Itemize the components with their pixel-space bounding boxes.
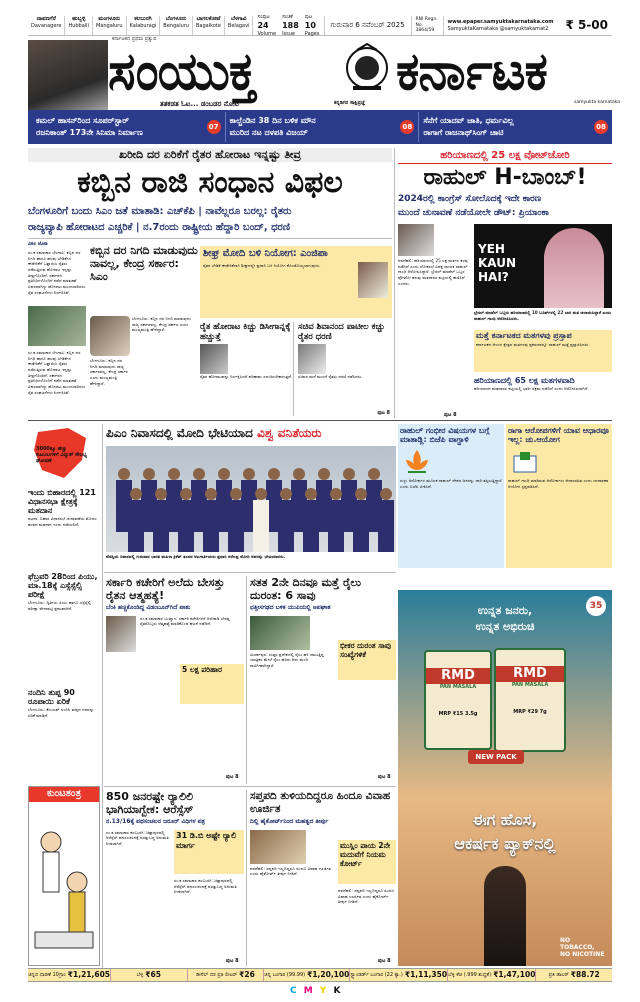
social-handles: SamyuktaKarnataka @samyuktakarnat2 — [447, 25, 549, 32]
story-farmer-jump: ಪುಟ 8 — [226, 774, 239, 780]
lead-sub1-body-2: ಬೆಂಗಳೂರು: ಕಬ್ಬಿನ ದರ ನಿಗದಿ ಮಾಡುವುದು ರಾಜ್ಯ ಸರ್ಕಾರವಲ್ಲ, ಕೇಂದ್ರ ಸರ್ಕಾರ ಎಂದು ಮುಖ್ಯಮಂತ್ರಿ ಹೇಳಿದ್ದಾರೆ. — [90, 358, 128, 386]
left-story-1-title: ಇಂದು ಬಿಹಾರದಲ್ಲಿ 121 ವಿಧಾನಸಭಾ ಕ್ಷೇತ್ರಕ್ಕೆ ಮತದಾನ — [28, 488, 96, 515]
story-rally-body: ಸಂ.ಕ.ಸಮಾಚಾರ ಕಲಬುರಗಿ: ಚಿತ್ತಾಪುರದಲ್ಲಿ ಆರೆಸ್ಸೆಸ್ ಪಥಸಂಚಲನಕ್ಕೆ ಷರತ್ತುಬದ್ಧ ಅನುಮತಿ ನೀಡಲಾಗಿದೆ. — [106, 829, 169, 846]
rahul-sub1 — [474, 330, 612, 372]
lead-deck-2: ರಾಜ್ಯವ್ಯಾಪಿ ಹೋರಾಟದ ಎಚ್ಚರಿಕೆ | ನ.7ರಂದು ರಾಷ್ಟ್ರೀಯ ಹೆದ್ದಾರಿ ಬಂದ್, ಧರಣಿ — [28, 222, 290, 233]
emblem-icon — [338, 42, 396, 98]
edition-cities — [28, 16, 253, 35]
cmyk-marks: C M Y K — [290, 986, 343, 996]
website-link[interactable]: www.epaper.samyuktakarnataka.com — [447, 19, 554, 26]
lead-sub1-body: ಬೆಂಗಳೂರು: ಕಬ್ಬಿನ ದರ ನಿಗದಿ ಮಾಡುವುದು ರಾಜ್ಯ ಸರ್ಕಾರವಲ್ಲ, ಕೇಂದ್ರ ಸರ್ಕಾರ ಎಂದು ಮುಖ್ಯಮಂತ್ರಿ ಹೇಳಿದ್ದಾರೆ. — [132, 316, 192, 333]
edition-city-en: Hubballi — [68, 22, 89, 29]
market-rate-label: ಚಿನ್ನದ ಧಾರಣೆ 10ಗ್ರಾಂ — [28, 971, 66, 978]
edition-city-kn: ದಾವಣಗೆರೆ — [36, 16, 56, 22]
top-info-bar — [28, 16, 612, 36]
market-rate-value: ₹1,21,605 — [67, 970, 111, 980]
bjp-lotus-icon — [402, 446, 432, 476]
masthead-title-left: ಸಂಯುಕ್ತ — [108, 42, 256, 102]
cartoon-box — [28, 786, 100, 966]
edition-city-kn: ಬಾಗಲಕೋಟೆ — [196, 16, 221, 22]
teaser-line-2: ಮುರಿದ ನಟ ದಳಪತಿ ವಿಜಯ್ — [229, 128, 308, 137]
story-marriage-sub-title: ಮುಸ್ಲಿಂ ಪಾಯ 2ನೇ ಮದುವೆಗೆ ನಿಯಮ ಕೋರ್ಟ್ — [340, 841, 391, 868]
ad-line-2: ಉನ್ನತ ಅಭಿರುಚಿ — [475, 620, 535, 633]
lead-deck-1: ಬೆಂಗಳೂರಿಗೆ ಬಂದು ಸಿಎಂ ಜತೆ ಮಾತಾಡಿ: ಎಚ್‌ಕೆಪಿ | ನಾವೆಲ್ಲರೂ ಬರಲ್ಲ: ರೈತರು — [28, 206, 292, 217]
lead-byline — [28, 242, 88, 248]
bihar-map-text: 3000ಕ್ಕೂ ಹೆಚ್ಚು ಕುಟುಂಬಗಳಿಗೆ ವಿದ್ಯುತ್ ಸೌಲಭ್ಯ ಘೋಷಣೆ — [36, 446, 87, 464]
rahul-sub4-title: ರಾಗಾ ಆರೋಪಗಳಿಗೆ ಯಾವ ಆಧಾರವೂ ಇಲ್ಲ: ಚು.ಆಯೋಗ — [508, 426, 609, 444]
lead-headline: ಕಬ್ಬಿನ ರಾಜಿ ಸಂಧಾನ ವಿಫಲ — [77, 165, 343, 200]
edition-city-en: Davanagere — [31, 22, 62, 29]
edition-city — [127, 16, 161, 35]
lead-sub2-title: ಶೀಘ್ರ ಮೋದಿ ಬಳಿ ನಿಯೋಗ: ಎಂಜಿಪಾ — [203, 248, 328, 259]
rahul-body: ನವದೆಹಲಿ: ಹರಿಯಾಣದಲ್ಲಿ 25 ಲಕ್ಷ ಮತಗಳ ಕಳವು ನಡೆದಿದೆ ಎಂದು ಲೋಕಸಭೆ ವಿಪಕ್ಷ ನಾಯಕ ರಾಹುಲ್ ಗಾಂಧಿ ಆರೋಪಿಸಿದ್ದಾರೆ. ಬ್ರೆಜಿಲ್ ಮಾಡೆಲ್ ಒಬ್ಬರ ಫೋಟೋ ಹಲವು ಮತದಾರರ ಪಟ್ಟಿಯಲ್ಲಿ ಕಾಣಿಸಿದೆ ಎಂದರು. — [398, 258, 469, 286]
rmd-mrp-small: MRP ₹15 3.5g — [438, 710, 478, 717]
rmd-pack-small — [424, 650, 492, 750]
rahul-sub2-title: ಹರಿಯಾಣದಲ್ಲಿ 65 ಲಕ್ಷ ಮತಗಳವಾದಿ — [474, 376, 575, 385]
market-rates-bar — [28, 968, 612, 982]
rmd-pack-large — [494, 648, 566, 752]
market-rate-item — [28, 969, 110, 981]
team-photo-icon — [106, 446, 396, 552]
left-story-2 — [28, 572, 100, 658]
teaser-page-badge: 08 — [594, 120, 608, 134]
issue-date: ಗುರುವಾರ 6 ನವೆಂಬರ್ 2025 — [325, 16, 412, 35]
lead-sub4-photo — [298, 344, 326, 374]
lead-body-2: ಸಂ.ಕ.ಸಮಾಚಾರ ಬೆಳಗಾವಿ: ಕಬ್ಬಿನ ದರ ನಿಗದಿ ಹಾಗೂ ಹಲವು ಬೇಡಿಕೆಗಳ ಈಡೇರಿಕೆಗೆ ಒತ್ತಾಯಿಸಿ ರೈತರು ನಡೆಸುತ್ತಿರುವ ಹೋರಾಟ ಇನ್ನಷ್ಟು ತೀವ್ರಗೊಂಡಿದೆ. ಸರ್ಕಾರದ ಪ್ರತಿನಿಧಿಗಳೊಂದಿಗೆ ನಡೆದ ಮಾತುಕತೆ ವಿಫಲವಾಗಿದ್ದು ಹೋರಾಟ ಮುಂದುವರಿಸಲು ರೈತ ಸಂಘಟನೆಗಳು ನಿರ್ಧರಿಸಿವೆ. — [28, 350, 86, 395]
lead-byline-name: ವಿಠಲ ಜೋಶಿ — [28, 242, 48, 247]
rmd-sub-small: PAN MASALA — [439, 684, 477, 691]
left-story-1 — [28, 488, 100, 566]
rahul-sub3 — [398, 424, 504, 568]
market-rate-label: ಬೆಳ್ಳಿ — [136, 971, 144, 978]
emblem-caption: ಕನ್ನಡಿಗರ ಸಾಕ್ಷಿಪ್ರಜ್ಞೆ — [334, 100, 366, 106]
teaser-line-2: ರಜನಿಕಾಂತ್ 173ನೇ ಸಿನಿಮಾ ನಿರ್ಮಾಣ — [36, 128, 143, 137]
modi-team-photo — [106, 446, 396, 552]
story-rally-sub-title: 31 ಡಿ.ಬಿ ಅಷ್ಟೇ ರ‍್ಯಾಲಿ ಮಾರ್ಗ — [176, 831, 237, 850]
market-rate-label: ಸ್ಟ್ಯಾಂಡರ್ಡ್ ಬಂಗಾರ (22 ಕ್ಯಾ.) — [350, 971, 403, 978]
lead-sub3 — [200, 322, 294, 416]
modi-headline-red: ವಿಶ್ವ ವನಿತೆಯರು — [257, 426, 322, 440]
edition-city-kn: ಬೆಳಗಾವಿ — [230, 16, 247, 22]
edition-city-kn: ಕಲಬುರಗಿ — [134, 16, 152, 22]
ad-person-silhouette — [484, 866, 526, 966]
market-rate-value: ₹65 — [145, 970, 161, 980]
issue-meta: ಸಂಪುಟ 24 Volume ಸಂಚಿಕೆ 188 Issue ಪುಟ 10 Pages — [253, 16, 324, 35]
story-rally-sub — [174, 830, 244, 874]
market-rate-item — [110, 969, 187, 981]
edition-city-en: Belagavi — [227, 22, 250, 29]
story-farmer-sub — [180, 664, 244, 704]
cm-photo — [90, 316, 130, 356]
rahul-headline: ರಾಹುಲ್ H-ಬಾಂಬ್! — [423, 165, 587, 190]
teaser-page-badge: 08 — [400, 120, 414, 134]
rahul-photo-text: YEH KAUN HAI? — [478, 242, 517, 284]
ad-warning: NO TOBACCO, NO NICOTINE — [560, 937, 605, 958]
rahul-photo — [398, 224, 434, 256]
lead-sub3-photo — [200, 344, 228, 374]
edition-city — [65, 16, 93, 35]
teaser-line-2: ರಾಗಾಗೆ ರಾಜನಾಥ್‌ಸಿಂಗ್ ಚಾಟಿ — [423, 128, 504, 137]
ad-line-1: ಉನ್ನತ ಜನರು, — [477, 604, 533, 617]
masthead-photo — [28, 40, 108, 120]
market-rate-label: ಚಿನ್ನ ಬಂಗಾರ (99.99) — [264, 971, 306, 978]
story-rally-jump: ಪುಟ 8 — [226, 958, 239, 964]
story-marriage-photo — [250, 830, 306, 864]
market-rate-item — [447, 969, 535, 981]
edition-city — [93, 16, 127, 35]
teaser-line-1: ಕಮಲ್ ಹಾಸನ್‌ರಿಂದ ಸೂಪರ್‌ಸ್ಟಾರ್ — [36, 116, 129, 125]
market-rate-value: ₹1,20,100 — [307, 970, 350, 980]
story-rail-sub — [338, 640, 396, 680]
teaser-line-1: ಸೆನೆಗೆ ಯಾದವ್ ಜಾತಿ, ಧರ್ಮವಿಲ್ಲ — [423, 116, 514, 125]
lead-sub2-photo — [358, 262, 388, 298]
market-rate-value: ₹26 — [239, 970, 255, 980]
story-marriage-body: ನವದೆಹಲಿ: ಸಪ್ತಪದಿ ಇಲ್ಲದಿದ್ದರೂ ಹಿಂದೂ ವಿವಾಹ ಊರ್ಜಿತ ಎಂದು ಹೈಕೋರ್ಟ್ ತೀರ್ಪು ನೀಡಿದೆ. — [250, 865, 331, 877]
rahul-sub4-body: ರಾಹುಲ್ ಗಾಂಧಿ ಮಾಡಿರುವ ಆರೋಪಗಳು ಆಧಾರರಹಿತ ಎಂದು ಚುನಾವಣಾ ಆಯೋಗ ಸ್ಪಷ್ಟಪಡಿಸಿದೆ. — [508, 478, 609, 489]
masthead-subtitle: ತತಕಡತ ಓಟ... ಡಂಬಡರ ನೋಟ — [160, 100, 239, 108]
lead-jump: ಪುಟ 8 — [377, 409, 390, 416]
edition-city-en: Bengaluru — [163, 22, 189, 29]
edition-city-en: Kalaburagi — [129, 22, 157, 29]
edition-city — [193, 16, 225, 35]
story-farmer-sub-title: 5 ಲಕ್ಷ ಪರಿಹಾರ — [182, 665, 222, 674]
election-commission-icon — [510, 446, 540, 476]
teaser-bar — [28, 110, 612, 144]
story-rally-body-2: ಸಂ.ಕ.ಸಮಾಚಾರ ಕಲಬುರಗಿ: ಚಿತ್ತಾಪುರದಲ್ಲಿ ಆರೆಸ್ಸೆಸ್ ಪಥಸಂಚಲನಕ್ಕೆ ಷರತ್ತುಬದ್ಧ ಅನುಮತಿ ನೀಡಲಾಗಿದೆ. — [174, 878, 237, 895]
modi-caption: ನೆಡದ್ದಿಯ ನಿವಾಸದಲ್ಲಿ ಗುರುವಾರ ಭಾರತ ಮಹಿಳಾ ಕ್ರಿಕೆಟ್ ತಂಡದ ಆಟಗಾರ್ತಿಯರು ಪ್ರಧಾನಿ ನರೇಂದ್ರ ಮೋದಿ ಅವರನ್ನು ಭೇಟಿಯಾದರು. — [106, 554, 286, 559]
edition-city-kn: ಮಂಗಳೂರು — [98, 16, 121, 22]
market-rate-label: ಪ್ರತಿ ಡಾಲರ್ — [548, 971, 569, 978]
rmd-mrp-large: MRP ₹29 7g — [513, 708, 547, 715]
left-story-2-body: ಬೆಂಗಳೂರು: ದ್ವಿತೀಯ ಪಿಯು ಹಾಗೂ ಎಸ್ಸೆಸ್ಸೆಲ್ಸಿ ಪರೀಕ್ಷಾ ವೇಳಾಪಟ್ಟಿ ಪ್ರಕಟವಾಗಿದೆ. — [28, 600, 91, 611]
story-marriage-headline: ಸಪ್ತಪದಿ ತುಳಿಯದಿದ್ದರೂ ಹಿಂದೂ ವಿವಾಹ ಊರ್ಜಿತ — [250, 790, 391, 815]
edition-city — [225, 16, 254, 35]
story-rail-jump: ಪುಟ 8 — [378, 774, 391, 780]
market-rate-label: ಬೆಳ್ಳಿ ಕೆಜಿ (.999 ಶುದ್ಧತೆ) — [448, 971, 492, 978]
left-story-3-body: ಬೆಂಗಳೂರು: ಕೆಎಂಎಫ್ ನಂದಿನಿ ತುಪ್ಪದ ದರವನ್ನು ಏರಿಕೆ ಮಾಡಿದೆ. — [28, 707, 95, 718]
rahul-deck-2: ಮುಂದೆ ಚುನಾವಣೆ ನಡೆಯೋಲೇ ಡೌಟ್: ಪ್ರಿಯಾಂಕಾ — [398, 208, 549, 218]
left-story-3 — [28, 688, 100, 767]
rmd-brand-small: RMD — [426, 668, 490, 684]
rahul-sub3-title: ರಾಹುಲ್ ಗಂಭೀರ ವಿಷಯಗಳ ಬಗ್ಗೆ ಮಾತಾಡ್ಲಿ: ಬಿಜೆಪಿ ವಾಗ್ದಾಳಿ — [400, 426, 490, 444]
anniversary-badge: 35 — [586, 596, 606, 616]
market-rate-item — [535, 969, 612, 981]
masthead-small-tagline: ಕರ್ನಾಟಕದ ಪ್ರಥಮ ಪ್ರತ್ಯುಷ — [112, 36, 157, 42]
website-info — [444, 16, 562, 35]
left-story-3-title: ನಂದಿನಿ ತುಪ್ಪ 90 ರೂಪಾಯಿ ಏರಿಕೆ — [28, 688, 75, 706]
lead-sub2-box — [200, 246, 392, 318]
market-rate-label: ಡೀಸೆಲ್ ದರ ಪ್ರತಿ ಲೀಟರ್ — [195, 971, 238, 978]
rmd-sub-large: PAN MASALA — [511, 682, 549, 689]
story-farmer-deck: ಬೆಂಕಿ ಹಚ್ಚಿಕೊಂಡಿದ್ದ ವಿಡಂಬೂನ್‌ಗಿದೆ ಪಾತು — [106, 604, 191, 611]
rmd-brand-large: RMD — [496, 666, 564, 682]
story-rail-sub-title: ಭೀಕರ ದುರಂತ ಸಾವು ಸಂಖ್ಯೆಗಳಿಕೆ — [340, 641, 392, 659]
edition-city-en: Bagalkote — [195, 22, 221, 29]
teaser-page-badge: 07 — [207, 120, 221, 134]
lead-sub4-title: ಸಚಿವ ಶಿವಾನಂದ ಪಾಟೀಲ ಕಚ್ಚು ರೈತರ ಧರಣಿ — [298, 322, 385, 342]
market-rate-item — [349, 969, 447, 981]
rahul-sub2-body: ಹರಿಯಾಣದ ಮತದಾರರ ಪಟ್ಟಿಯಲ್ಲಿ ಭಾರೀ ಅಕ್ರಮ ನಡೆದಿದೆ ಎಂದು ಆರೋಪಿಸಲಾಗಿದೆ. — [474, 386, 589, 391]
market-rate-value: ₹1,11,350 — [404, 970, 448, 980]
story-rail-deck: ಛತ್ತೀಸಗಢದ ಬಳಿಕ ಯುಪಿಯಲ್ಲಿ ಅಪಘಾತ — [250, 604, 331, 611]
rahul-sub3-body: ಸುಳ್ಳು ಆರೋಪಗಳ ಮೂಲಕ ರಾಹುಲ್ ದೇಶದ ಜನರನ್ನು ದಾರಿ ತಪ್ಪಿಸುತ್ತಿದ್ದಾರೆ ಎಂದು ಬಿಜೆಪಿ ಟೀಕಿಸಿದೆ. — [400, 478, 502, 489]
rmd-advertisement[interactable] — [398, 590, 612, 966]
new-pack-badge: NEW PACK — [468, 750, 524, 764]
modi-headline-black: ಪಿಎಂ ನಿವಾಸದಲ್ಲಿ ಮೋದಿ ಭೇಟಿಯಾದ — [106, 426, 258, 440]
story-rail-headline: ಸತತ 2ನೇ ದಿನವೂ ಮತ್ತೆ ರೈಲು ದುರಂತ: 6 ಸಾವು — [250, 576, 361, 602]
lead-sub1-title: ಕಬ್ಬಿನ ದರ ನಿಗದಿ ಮಾಡುವುದು ನಾವಲ್ಲ, ಕೇಂದ್ರ ಸರ್ಕಾರ: ಸಿಎಂ — [90, 244, 198, 283]
rahul-sub2 — [444, 376, 612, 418]
story-farmer-body: ಸಂ.ಕ.ಸಮಾಚಾರ ಬಂಟ್ವಾಳ: ಸರ್ಕಾರಿ ಕಚೇರಿಗಳಿಗೆ ಅಲೆದಾಡಿ ಬೇಸತ್ತ ರೈತರೊಬ್ಬರು ಆತ್ಮಹತ್ಯೆ ಮಾಡಿಕೊಂಡ ಘಟನೆ ನಡೆದಿದೆ. — [140, 615, 230, 627]
lead-kicker: ಖರೀದಿ ದರ ಏರಿಕೆಗೆ ರೈತರ ಹೋರಾಟ ಇನ್ನಷ್ಟು ತೀವ್ರ — [28, 148, 392, 162]
ad-tagline-2: ಆಕರ್ಷಕ ಪ್ಯಾಕ್‌ನಲ್ಲಿ — [454, 834, 556, 853]
lead-sub3-title: ರೈತ ಹೋರಾಟ ಕಿಚ್ಚು ಡಿಸೀಗಾನ್ನಕ್ಕೆ ಹಚ್ಚುತ್ತೆ — [200, 322, 291, 342]
teaser-item[interactable] — [418, 112, 608, 142]
emblem — [338, 42, 396, 98]
english-name: samyukta karnataka — [574, 100, 621, 105]
market-rate-item — [263, 969, 349, 981]
story-marriage-body-2: ನವದೆಹಲಿ: ಸಪ್ತಪದಿ ಇಲ್ಲದಿದ್ದರೂ ಹಿಂದೂ ವಿವಾಹ ಊರ್ಜಿತ ಎಂದು ಹೈಕೋರ್ಟ್ ತೀರ್ಪು ನೀಡಿದೆ. — [338, 888, 395, 905]
story-marriage-jump: ಪುಟ 8 — [378, 958, 391, 964]
edition-city — [28, 16, 65, 35]
lead-sub3-body: ರೈತರ ಹೋರಾಟವನ್ನು ನಿರ್ಲಕ್ಷಿಸಿದರೆ ಪರಿಣಾಮ ಎದುರಿಸಬೇಕಾಗುತ್ತದೆ. — [200, 374, 293, 379]
issue-price: ₹ 5-00 — [565, 18, 608, 32]
market-rate-value: ₹1,47,100 — [493, 970, 536, 980]
rahul-sub4 — [506, 424, 612, 568]
lead-sub4 — [298, 322, 392, 416]
rahul-caption: ಬ್ರೆಜಿಲ್ ಮಾಡೆಲ್ ಒಬ್ಬರು ಹರಿಯಾಣದಲ್ಲಿ 10 ಬೂತ್‌ಗಳಲ್ಲಿ 22 ಬಾರಿ ಮತ ಚಲಾಯಿಸಿದ್ದಾರೆ ಎಂದು ರಾಹುಲ್ ಗಾಂಧಿ ಆರೋಪಿಸಿದರು. — [474, 310, 612, 321]
rahul-jump: ಪುಟ 8 — [444, 411, 457, 418]
story-rail-body: ಮಿರ್ಜಾಪುರ: ಉತ್ತರ ಪ್ರದೇಶದಲ್ಲಿ ರೈಲು ಹಳಿ ದಾಟುತ್ತಿದ್ದ ಯಾತ್ರಿಕರ ಮೇಲೆ ರೈಲು ಹರಿದು ಆರು ಮಂದಿ ಸಾವಿಗೀಡಾಗಿದ್ದಾರೆ. — [250, 651, 324, 668]
market-rate-item — [187, 969, 264, 981]
story-marriage-deck: ದಿಲ್ಲಿ ಹೈಕೋರ್ಟ್‌ನಿಂದ ಮಹತ್ವದ ತೀರ್ಪು — [250, 818, 329, 825]
masthead-title-right: ಕರ್ನಾಟಕ — [396, 42, 547, 102]
edition-city-kn: ಬೆಂಗಳೂರು — [165, 16, 187, 22]
story-rally-deck: ನ.13/16ಕ್ಕೆ ಪಥಸಂಚಲನ ಜರೂರ್ ವಿಧಿಗಳ ಪತ್ರ — [106, 818, 205, 825]
lead-photo — [28, 306, 86, 346]
cartoon-title: ಕುಂಟತಂತ್ರ — [29, 787, 99, 802]
teaser-line-1: ಕಾಲ್ಚೆಂಡಿನ 38 ದಿನ ಬಳಿಕ ಮೌನ — [229, 116, 316, 125]
model-photo — [544, 228, 604, 308]
lead-sub2-body: ರೈತರ ಬೇಡಿಕೆ ಈಡೇರಿಕೆಗಾಗಿ ಶೀಘ್ರದಲ್ಲೇ ಪ್ರಧಾನಿ ಬಳಿ ನಿಯೋಗ ಕೊಂಡೊಯ್ಯಲಾಗುವುದು. — [203, 262, 321, 268]
registration-number: RNI Regn. No. 3864/59 — [412, 16, 444, 35]
market-rate-value: ₹88.72 — [570, 970, 600, 980]
teaser-item[interactable] — [32, 112, 221, 142]
story-marriage-sub — [338, 840, 396, 884]
rahul-kicker: ಹರಿಯಾಣದಲ್ಲಿ 25 ಲಕ್ಷ ವೋಟ್‌ಚೋರಿ — [398, 150, 612, 164]
edition-city-kn: ಹುಬ್ಬಳ್ಳಿ — [72, 16, 86, 22]
left-story-1-body: ಪಟನಾ: ಬಿಹಾರ ವಿಧಾನಸಭೆ ಚುನಾವಣೆಯ ಮೊದಲ ಹಂತದ ಮತದಾನ ಇಂದು ನಡೆಯಲಿದೆ. — [28, 516, 97, 527]
left-story-2-title: ಫೆಬ್ರವರಿ 28ರಿಂದ ಪಿಯು, ಮಾ.18ಕ್ಕೆ ಎಸ್ಸೆಸ್ಸೆಲ್ಸಿ ಪರೀಕ್ಷೆ — [28, 572, 98, 599]
edition-city-en: Mangaluru — [95, 22, 123, 29]
ad-tagline-1: ಈಗ ಹೊಸ, — [472, 810, 538, 829]
edition-city — [160, 16, 193, 35]
lead-body-1: ಸಂ.ಕ.ಸಮಾಚಾರ ಬೆಳಗಾವಿ: ಕಬ್ಬಿನ ದರ ನಿಗದಿ ಹಾಗೂ ಹಲವು ಬೇಡಿಕೆಗಳ ಈಡೇರಿಕೆಗೆ ಒತ್ತಾಯಿಸಿ ರೈತರು ನಡೆಸುತ್ತಿರುವ ಹೋರಾಟ ಇನ್ನಷ್ಟು ತೀವ್ರಗೊಂಡಿದೆ. ಸರ್ಕಾರದ ಪ್ರತಿನಿಧಿಗಳೊಂದಿಗೆ ನಡೆದ ಮಾತುಕತೆ ವಿಫಲವಾಗಿದ್ದು ಹೋರಾಟ ಮುಂದುವರಿಸಲು ರೈತ ಸಂಘಟನೆಗಳು ನಿರ್ಧರಿಸಿವೆ. — [28, 250, 86, 295]
rahul-screen-photo — [474, 224, 612, 308]
bihar-map-box — [28, 424, 94, 484]
teaser-item[interactable] — [225, 112, 415, 142]
lead-sub4-body: ಸಚಿವರ ಮನೆ ಮುಂದೆ ರೈತರು ಧರಣಿ ನಡೆಸಿದರು. — [298, 374, 363, 379]
story-farmer-headline: ಸರ್ಕಾರಿ ಕಚೇರಿಗೆ ಅಲೆದು ಬೇಸತ್ತು ರೈತನ ಆತ್ಮಹತ್ಯೆ! — [106, 576, 225, 602]
story-rail-photo — [250, 616, 310, 650]
rahul-sub1-title: ಮತ್ತೆ ಕರ್ನಾಟಕದ ಮತಗಳವು ಪ್ರಸ್ತಾಪ — [476, 331, 572, 340]
rahul-sub1-body: ಕರ್ನಾಟಕದ ಆಳಂದ ಕ್ಷೇತ್ರದ ಮತಗಳವು ಪ್ರಕರಣವನ್ನೂ ರಾಹುಲ್ ಮತ್ತೆ ಪ್ರಸ್ತಾಪಿಸಿದರು. — [476, 342, 590, 347]
cartoon-illustration-icon — [29, 802, 99, 962]
story-rally-headline: 850 ಜನರಷ್ಟೇ ರ‍್ಯಾಲಿಲಿ ಭಾಗಿಯಾಗ್ಬೇಕ: ಆರೆಸ್ಸೆಸ್ — [106, 790, 194, 816]
modi-headline — [106, 424, 396, 442]
story-farmer-photo — [106, 616, 136, 652]
rahul-deck-1: 2024ರಲ್ಲಿ ಕಾಂಗ್ರೆಸ್ ಸೋಲೊದಕ್ಕೆ ಇದೇ ಕಾರಣ — [398, 194, 542, 204]
